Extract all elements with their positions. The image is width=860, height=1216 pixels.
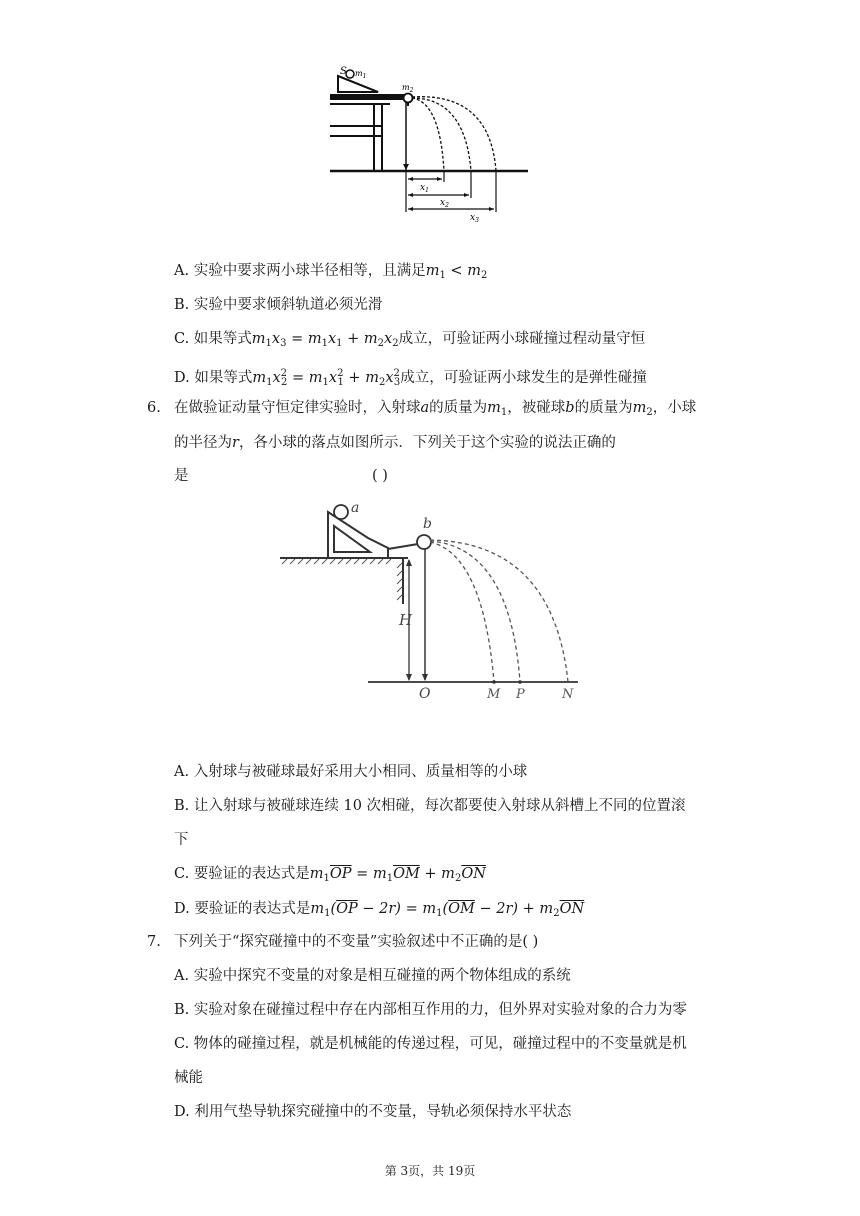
option-letter: B. <box>174 297 190 313</box>
label-o: O <box>419 686 431 702</box>
label-m: M <box>487 687 501 702</box>
label-h: H <box>399 611 413 629</box>
formula-m1-lt-m2: $m_1 < m_2$ <box>425 263 488 281</box>
option-text-pre: 如果等式 <box>193 331 252 347</box>
q6-stem-line1: 在做验证动量守恒定律实验时，入射球a的质量为$m_1$，被碰球b的质量为$m_2$，小球 <box>174 400 697 418</box>
q5-option-c <box>174 329 645 354</box>
label-b: b <box>423 516 432 532</box>
q7-stem: 下列关于“探究碰撞中的不变量”实验叙述中不正确的是( ) <box>174 934 539 950</box>
option-text: 实验中要求倾斜轨道必须光滑 <box>193 297 383 313</box>
answer-bracket: ( ) <box>372 468 388 484</box>
formula-elastic: $m_1x^2_2 = m_1x^2_1 + m_2x^2_3$ <box>252 368 401 388</box>
option-text: 让入射球与被碰球连续 10 次相碰，每次都要使入射球从斜槽上不同的位置滚 <box>193 798 686 814</box>
q7-option-c-cont: 械能 <box>174 1070 203 1086</box>
option-text: 实验中探究不变量的对象是相互碰撞的两个物体组成的系统 <box>193 968 571 984</box>
option-letter: A. <box>174 263 190 279</box>
q7-option-c <box>174 1034 687 1054</box>
label-x2: $x_2$ <box>440 198 449 209</box>
q6-stem-line3: 是 <box>174 468 189 484</box>
label-x3: $x_3$ <box>470 213 479 222</box>
label-s: S <box>340 66 347 77</box>
option-text: 物体的碰撞过程，就是机械能的传递过程，可见，碰撞过程中的不变量就是机 <box>193 1036 687 1052</box>
label-m1: $m_1$ <box>355 69 367 80</box>
figure-collision-apparatus-1 <box>320 62 540 222</box>
option-letter: C. <box>174 1036 190 1052</box>
q6-option-c <box>174 864 486 889</box>
option-letter: D. <box>174 1104 190 1120</box>
formula-momentum: $m_1x_3 = m_1x_1 + m_2x_2$ <box>251 331 399 349</box>
option-letter: C. <box>174 866 190 882</box>
formula-d: $m_1(\overline{OP} - 2r) = m_1(\overline{OM} - 2r) + m_2\overline{ON}$ <box>310 901 585 919</box>
q5-option-d <box>174 364 647 393</box>
q6-stem-line2: 的半径为r，各小球的落点如图所示．下列关于这个实验的说法正确的 <box>174 435 616 451</box>
label-m2: $m_2$ <box>402 83 414 94</box>
option-letter: A. <box>174 764 190 780</box>
figure-collision-apparatus-2 <box>278 492 578 707</box>
option-letter: A. <box>174 968 190 984</box>
option-letter: B. <box>174 1002 190 1018</box>
q6-option-b <box>174 796 686 816</box>
label-x1: $x_1$ <box>420 183 429 194</box>
option-letter: B. <box>174 798 190 814</box>
q5-option-a <box>174 261 487 286</box>
q6-option-a <box>174 762 527 782</box>
q7-option-b <box>174 1000 687 1020</box>
label-n: N <box>562 687 574 702</box>
question-number: 7. <box>147 934 161 950</box>
label-a: a <box>351 500 360 516</box>
page-footer: 第 3页，共 19页 <box>384 1164 476 1178</box>
option-letter: C. <box>174 331 190 347</box>
q5-option-b <box>174 295 382 315</box>
option-text-post: 成立，可验证两小球发生的是弹性碰撞 <box>400 370 647 386</box>
formula-c: $m_1\overline{OP} = m_1\overline{OM} + m_2\overline{ON}$ <box>309 866 486 884</box>
option-text-post: 成立，可验证两小球碰撞过程动量守恒 <box>398 331 646 347</box>
label-p: P <box>516 687 525 702</box>
option-text: 实验中要求两小球半径相等，且满足 <box>193 263 426 279</box>
q6-option-b-cont: 下 <box>174 832 189 848</box>
option-text: 要验证的表达式是 <box>193 866 310 882</box>
option-letter: D. <box>174 901 190 917</box>
option-text: 实验对象在碰撞过程中存在内部相互作用的力，但外界对实验对象的合力为零 <box>193 1002 687 1018</box>
q7-option-a <box>174 966 571 986</box>
option-letter: D. <box>174 370 190 386</box>
option-text: 入射球与被碰球最好采用大小相同、质量相等的小球 <box>193 764 528 780</box>
option-text-pre: 如果等式 <box>194 370 253 386</box>
question-number: 6. <box>147 400 161 416</box>
option-text: 要验证的表达式是 <box>194 901 311 917</box>
option-text: 利用气垫导轨探究碰撞中的不变量，导轨必须保持水平状态 <box>194 1104 572 1120</box>
q6-option-d <box>174 899 584 924</box>
q7-option-d <box>174 1102 571 1122</box>
